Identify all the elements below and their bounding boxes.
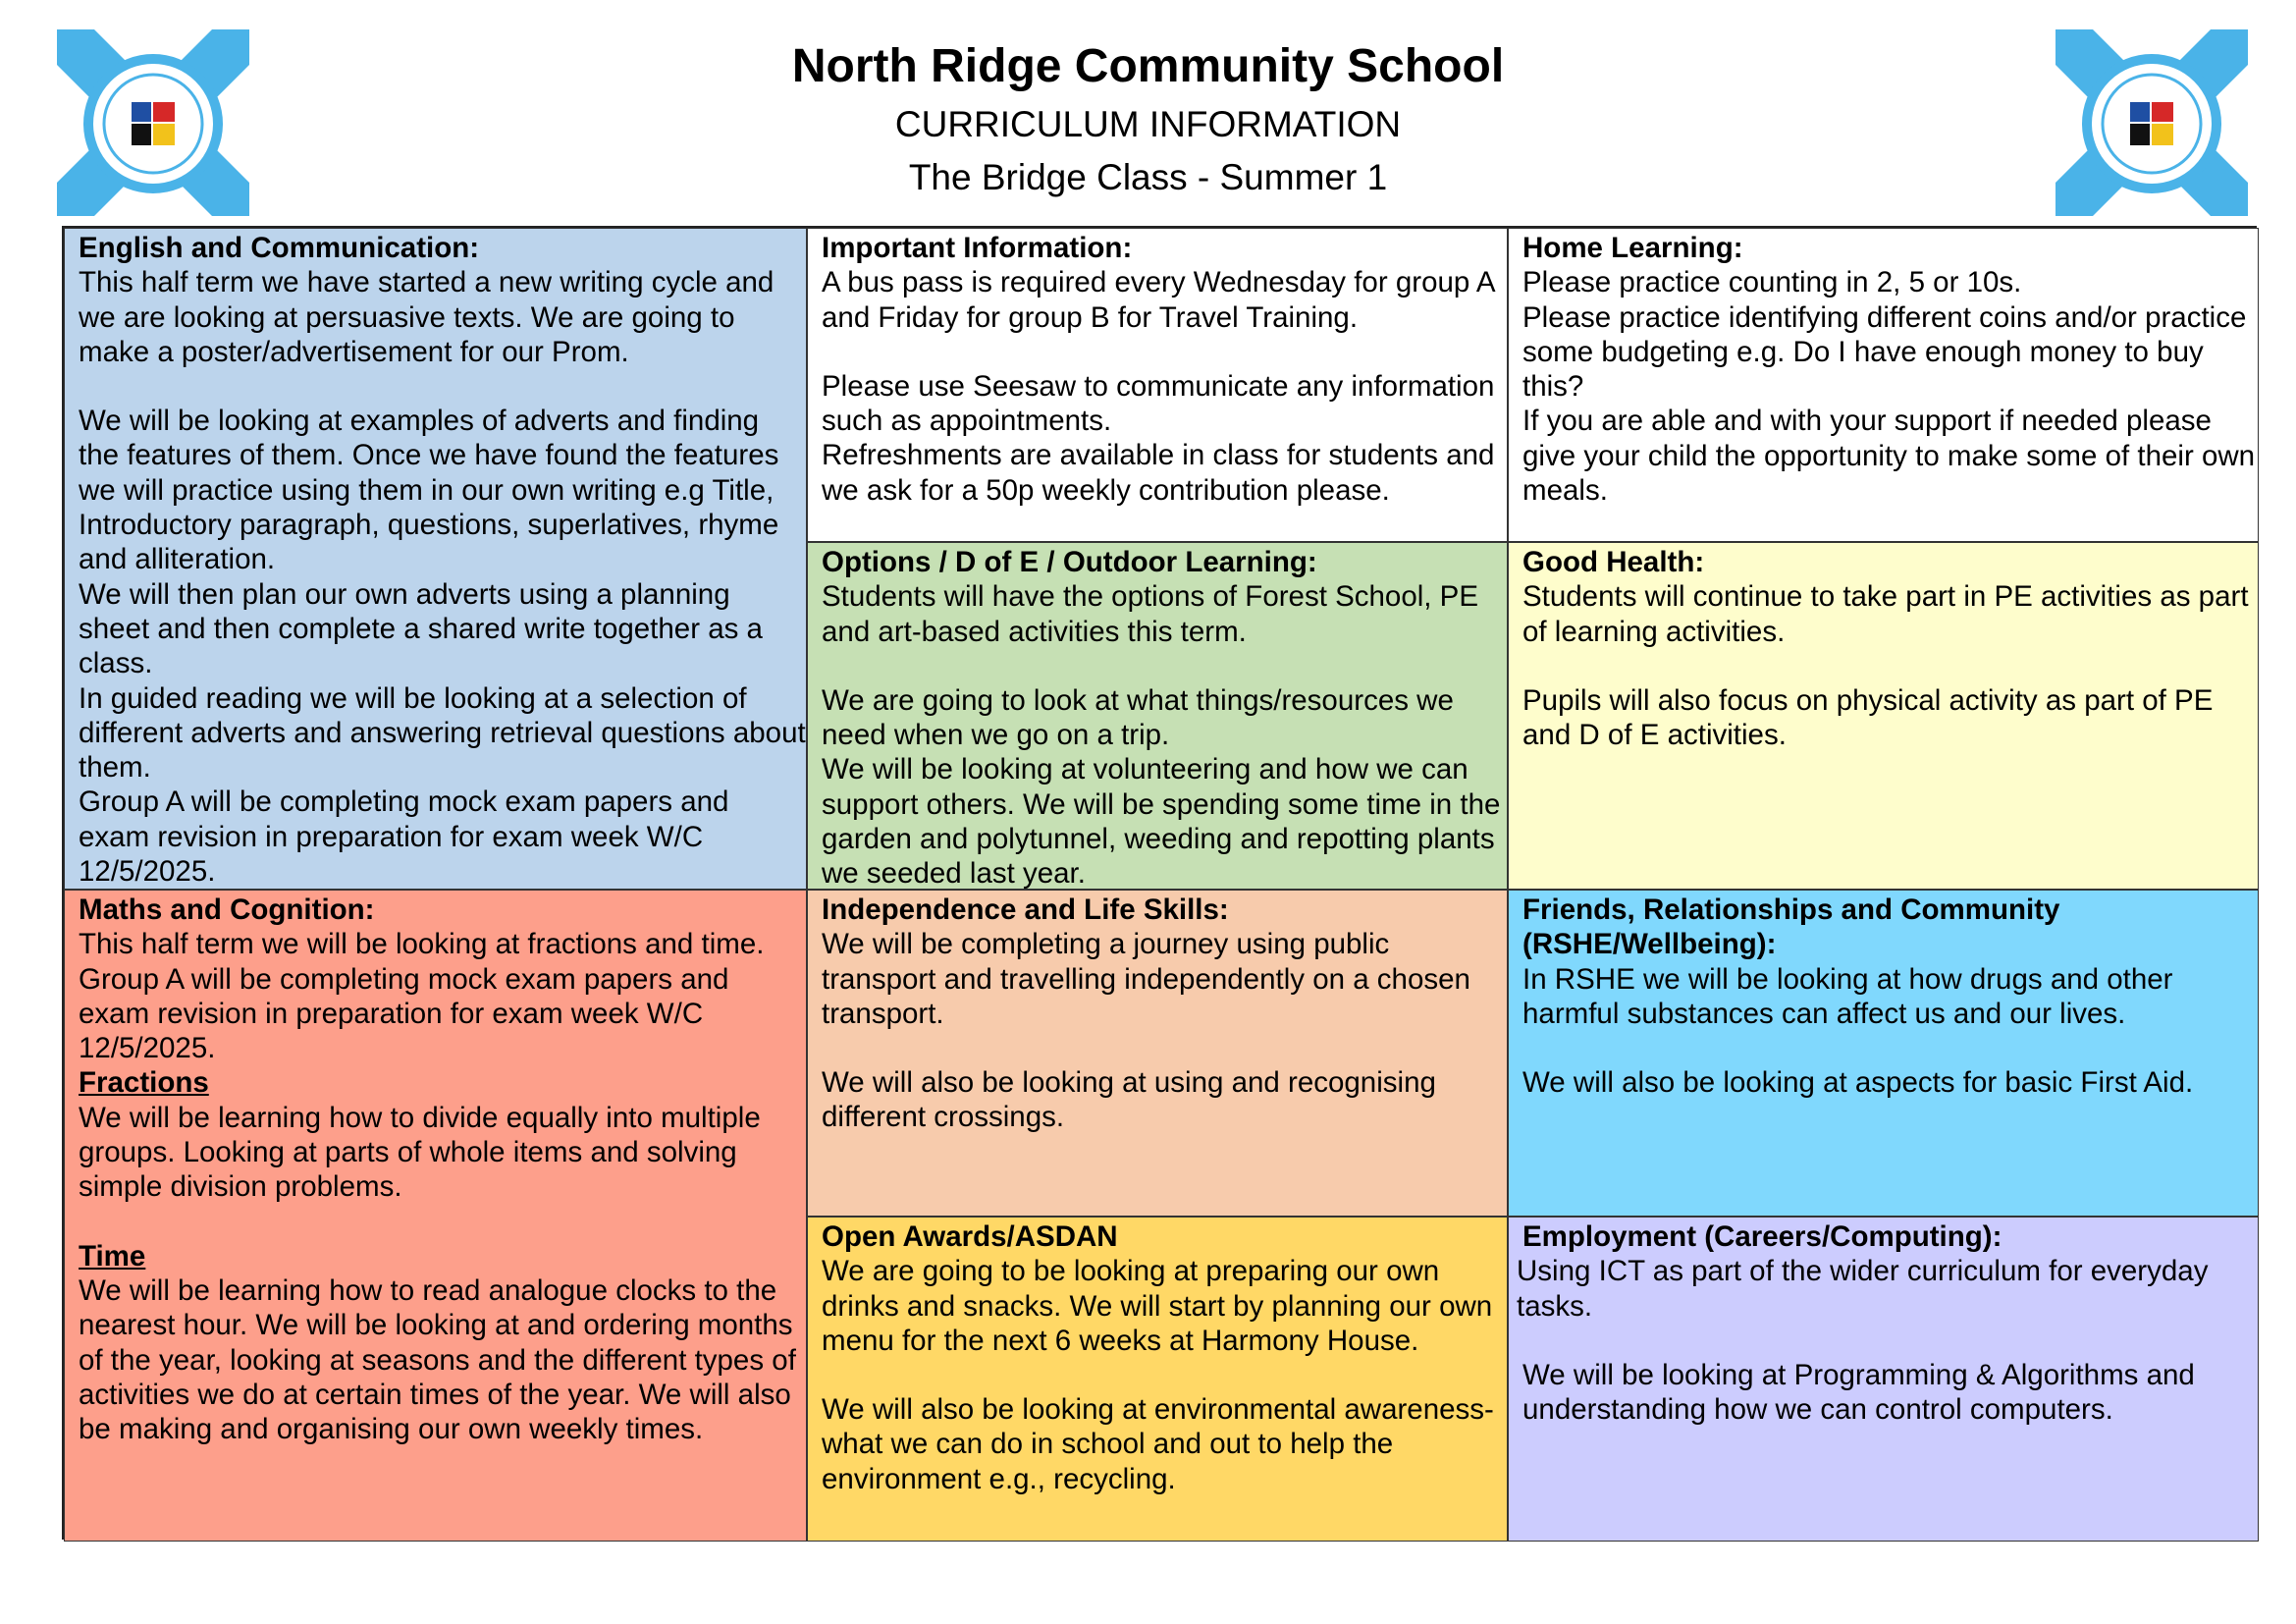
open-awards-section [807,1217,1508,1542]
independence-text-1: We will be completing a journey using public transport and travelling independently on a chosen transport. [822,928,1470,1030]
friends-section [1508,890,2259,1217]
health-heading: Good Health: [1522,546,1705,578]
options-text-2: We are going to look at what things/resources we need when we go on a trip. We will be looking at volunteering and how we can support others. We will be spending some time in the garden and polytunnel, weeding and repotting plants we seeded last year. [822,683,1501,890]
maths-heading: Maths and Cognition: [79,893,375,926]
independence-section [807,890,1508,1217]
friends-heading: Friends, Relationships and Community (RSHE/Wellbeing): [1522,893,2060,961]
options-heading: Options / D of E / Outdoor Learning: [822,546,1317,578]
health-text-2: Pupils will also focus on physical activity as part of PE and D of E activities. [1522,683,2214,752]
maths-text-2: We will be learning how to divide equally into multiple groups. Looking at parts of whole items and solving simple division problems. [79,1101,761,1204]
employment-text-1: Using ICT as part of the wider curriculum for everyday tasks. [1517,1255,2209,1323]
english-text-2: We will be looking at examples of adverts and finding the features of them. Once we have found the features we will practice using them in our own writing e.g Title, Introductory paragraph, questions, superlatives, rhyme and alliteration. We will then plan our own adverts using a planning sheet and then complete a shared write together as a class. In guided reading we will be looking at a selection of different adverts and answering retrieval questions about them. Group A will be completing mock exam papers and exam revision in preparation for exam week W/C 12/5/2025. [79,405,806,889]
open-text-2: We will also be looking at environmental awareness- what we can do in school and out to help the environment e.g., recycling. [822,1393,1494,1495]
important-text-2: Please use Seesaw to communicate any information such as appointments. Refreshments are available in class for students and we ask for a 50p weekly contribution please. [822,369,1495,507]
fractions-subheading: Fractions [79,1066,209,1100]
english-section [64,228,807,890]
document-type: CURRICULUM INFORMATION [894,104,1402,144]
friends-text-2: We will also be looking at aspects for basic First Aid. [1522,1066,2194,1100]
important-text-1: A bus pass is required every Wednesday for group A and Friday for group B for Travel Training. [822,266,1494,334]
home-learning-section [1508,228,2259,542]
important-info-section [807,228,1508,542]
health-text-1: Students will continue to take part in PE activities as part of learning activities. [1522,580,2249,648]
important-heading: Important Information: [822,232,1133,264]
page-header [0,0,2296,221]
home-text-1: Please practice counting in 2, 5 or 10s. Please practice identifying different coins and/or practice some budgeting e.g. Do I have enough money to buy this? If you are able and with your support if needed please give your child the opportunity to make some of their own meals. [1522,266,2256,508]
open-text-1: We are going to be looking at preparing our own drinks and snacks. We will start by planning our own menu for the next 6 weeks at Harmony House. [822,1255,1493,1357]
english-text-1: This half term we have started a new writing cycle and we are looking at persuasive texts. We are going to make a poster/advertisement for our Prom. [79,266,774,368]
independence-text-2: We will also be looking at using and recognising different crossings. [822,1066,1436,1134]
employment-heading: Employment (Careers/Computing): [1522,1220,2002,1253]
options-section [807,542,1508,890]
good-health-section [1508,542,2259,890]
maths-section [64,890,807,1542]
home-heading: Home Learning: [1522,232,1743,264]
school-name: North Ridge Community School [791,40,1505,92]
curriculum-grid [62,226,2257,1540]
time-subheading: Time [79,1239,146,1272]
class-term: The Bridge Class - Summer 1 [908,157,1388,197]
english-heading: English and Communication: [79,232,480,264]
maths-text-1: This half term we will be looking at fractions and time. Group A will be completing mock exam papers and exam revision in preparation for exam week W/C 12/5/2025. [79,928,765,1065]
friends-text-1: In RSHE we will be looking at how drugs and other harmful substances can affect us and our lives. [1522,962,2173,1030]
maths-text-3: We will be learning how to read analogue clocks to the nearest hour. We will be looking at and ordering months of the year, looking at seasons and the different types of activities we do at certain times of the year. We will also be making and organising our own weekly times. [79,1273,796,1446]
open-heading: Open Awards/ASDAN [822,1220,1118,1253]
options-text-1: Students will have the options of Forest School, PE and art-based activities this term. [822,580,1479,648]
employment-section [1508,1217,2259,1542]
employment-text-2: We will be looking at Programming & Algorithms and understanding how we can control computers. [1522,1358,2195,1427]
independence-heading: Independence and Life Skills: [822,893,1229,926]
